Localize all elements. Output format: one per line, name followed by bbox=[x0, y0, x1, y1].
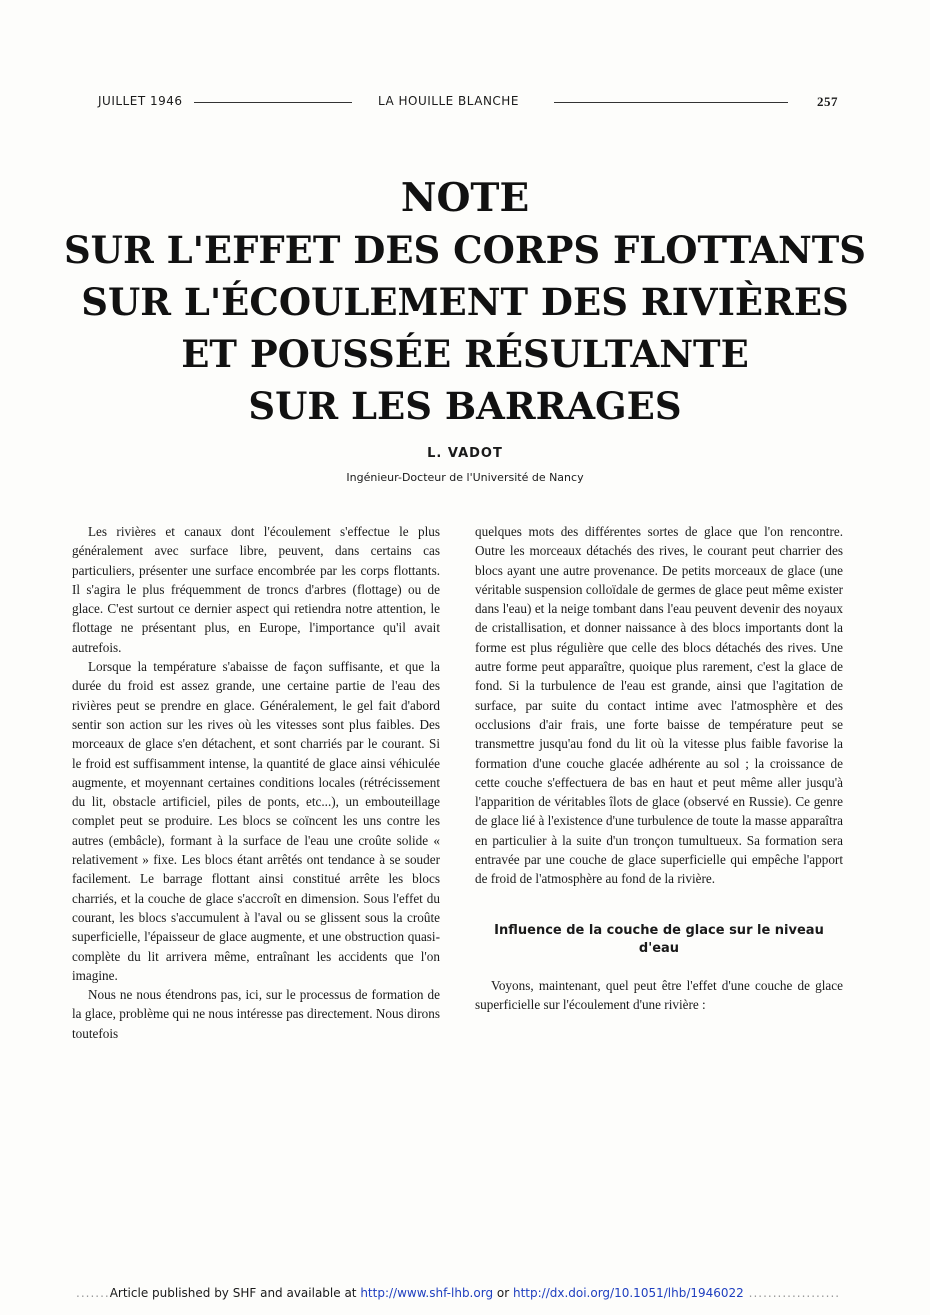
title-line-2: SUR L'EFFET DES CORPS FLOTTANTS bbox=[63, 228, 867, 272]
title-line-1: NOTE bbox=[400, 175, 530, 221]
page-number: 257 bbox=[817, 94, 838, 109]
footer-prefix: Article published by SHF and available at bbox=[109, 1286, 361, 1300]
paragraph-3: Nous ne nous étendrons pas, ici, sur le processus de formation de la glace, problème qui ne nous intéresse pas directement. Nous dirons toutefois bbox=[72, 987, 440, 1041]
author-name: L. VADOT bbox=[427, 446, 503, 461]
title-line-4: ET POUSSÉE RÉSULTANTE bbox=[181, 332, 749, 376]
left-column bbox=[72, 522, 440, 1043]
paragraph-4: Voyons, maintenant, quel peut être l'effet d'une couche de glace superficielle sur l'écoulement d'une rivière : bbox=[475, 977, 843, 1012]
paragraph-2: Lorsque la température s'abaisse de façon suffisante, et que la durée du froid est assez grande, une certaine partie de l'eau des rivières peut se prendre en glace. Généralement, le gel fait d'abord sentir son action sur les rives où les vitesses sont plus faibles. Des morceaux de glace s'en détachent, et sont charriés par le courant. Si le froid est suffisamment intense, la quantité de glace ainsi véhiculée augmente, et moyennant certaines conditions locales (rétrécissement du lit, obstacle artificiel, piles de ponts, etc...), un embouteillage complet peut se produire. Les blocs se coïncent les uns contre les autres (embâcle), formant à la surface de l'eau une croûte solide « relativement » fixe. Les blocs étant arrêtés ont tendance à se souder facilement. Le barrage flottant ainsi constitué arrête les blocs charriés, et la couche de glace s'accroît en dimension. Sous l'effet du courant, les blocs s'accumulent à l'aval ou se glissent sous la croûte superficielle, l'épaisseur de glace augmente, et une obstruction quasi-complète du lit arrivera même, entraînant les accidents que l'on imagine. bbox=[72, 659, 440, 983]
title-line-5: SUR LES BARRAGES bbox=[248, 384, 682, 428]
author-affiliation: Ingénieur-Docteur de l'Université de Nancy bbox=[346, 471, 584, 484]
footer-leader-right: ................... bbox=[743, 1286, 841, 1300]
footer-middle: or bbox=[493, 1286, 513, 1300]
footer-leader-left: ....... bbox=[76, 1286, 110, 1300]
footer-link-shf[interactable]: http://www.shf-lhb.org bbox=[360, 1286, 494, 1300]
paragraph-3-continued: quelques mots des différentes sortes de glace que l'on rencontre. Outre les morceaux détachés des rives, le courant peut charrier des blocs ayant une autre provenance. De petits morceaux de glace (une véritable suspension colloïdale de germes de glace peut même exister dans l'eau) et la neige tombant dans l'eau peuvent devenir des noyaux de cristallisation, et donner naissance à des blocs importants dont la forme est plus régulière que celle des blocs détachés des rives. Une autre forme peut apparaître, quoique plus rarement, c'est la glace de fond. Si la turbulence de l'eau est grande, ainsi que l'agitation de surface, par suite du contact intime avec l'atmosphère et des occlusions d'air frais, une forte baisse de température peut se transmettre jusqu'au fond du lit où la vitesse plus faible favorise la formation d'une couche glacée adhérente au sol ; la croissance de cette couche s'effectuera de bas en haut et peut même aller jusqu'à l'apparition de véritables îlots de glace (observé en Russie). Ce genre de glace lié à l'existence d'une turbulence de toute la masse apparaîtra en particulier à la suite d'un tronçon tumultueux. Sa formation sera entravée par une couche de glace superficielle qui empêche l'apport de froid de l'atmosphère au fond de la rivière. bbox=[475, 524, 843, 887]
article-title bbox=[40, 172, 890, 432]
footer-link-doi[interactable]: http://dx.doi.org/10.1051/lhb/1946022 bbox=[512, 1286, 744, 1300]
section-heading: Influence de la couche de glace sur le niveau d'eau bbox=[494, 922, 824, 956]
title-line-3: SUR L'ÉCOULEMENT DES RIVIÈRES bbox=[81, 280, 849, 324]
journal-name: LA HOUILLE BLANCHE bbox=[378, 94, 519, 108]
footer-citation bbox=[76, 1286, 876, 1300]
header-rule-right bbox=[554, 102, 788, 103]
running-header bbox=[98, 94, 838, 114]
journal-date: JUILLET 1946 bbox=[98, 94, 183, 108]
right-column bbox=[475, 522, 843, 1014]
header-rule-left bbox=[194, 102, 352, 103]
paragraph-1: Les rivières et canaux dont l'écoulement s'effectue le plus généralement avec surface libre, peuvent, dans certains cas particuliers, présenter une surface encombrée par les corps flottants. Il s'agira le plus fréquemment de troncs d'arbres (flottage) ou de glace. C'est surtout ce dernier aspect qui retiendra notre attention, le flottage ne présentant plus, en Europe, l'importance qu'il avait autrefois. bbox=[72, 524, 440, 655]
